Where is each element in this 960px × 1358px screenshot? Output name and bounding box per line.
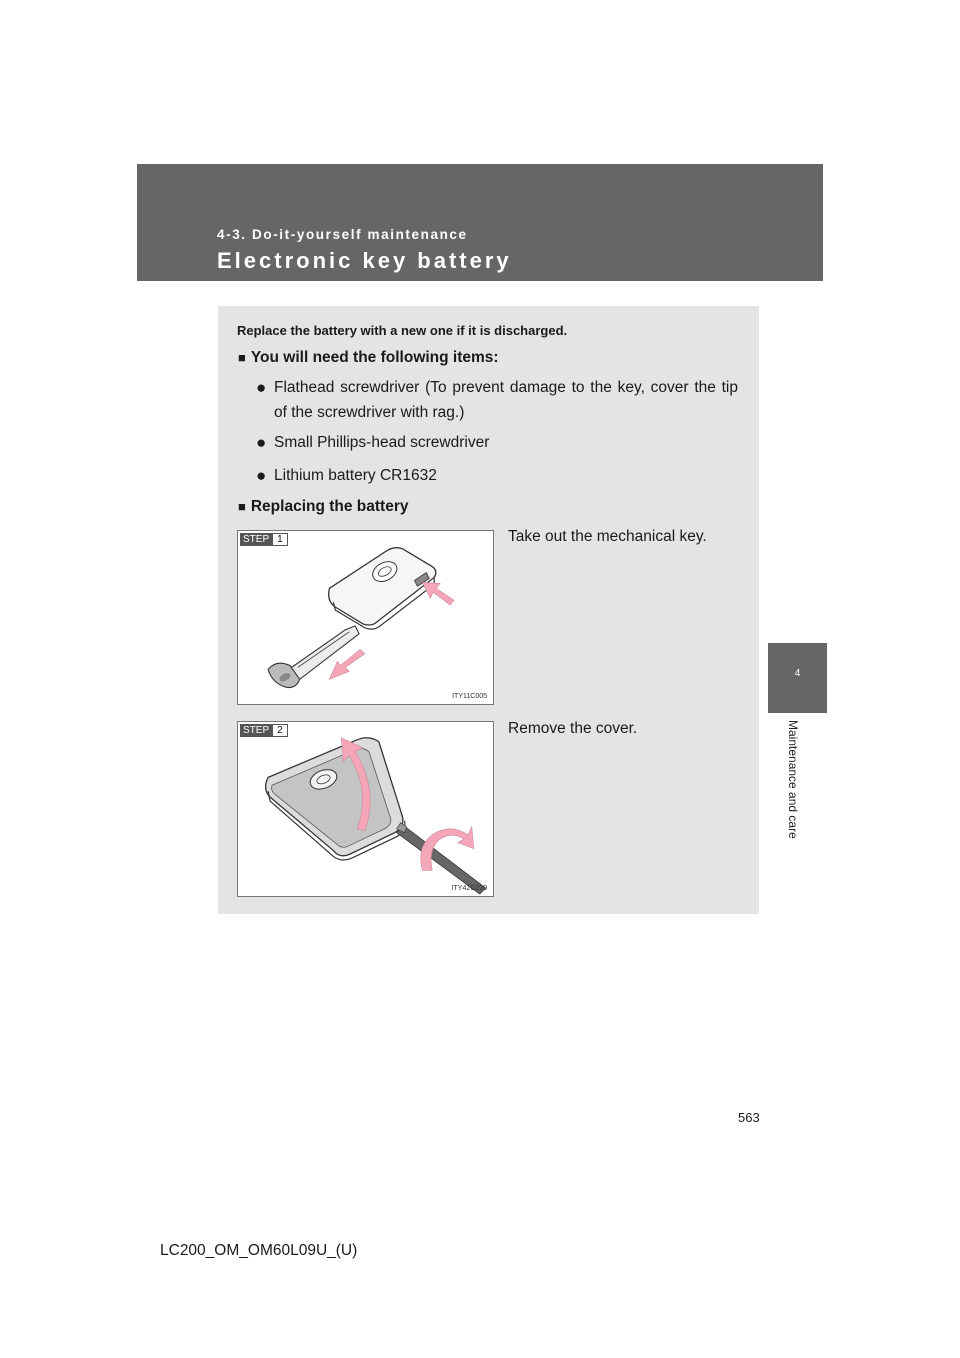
key-removal-drawing xyxy=(238,531,493,704)
step-1-text: Take out the mechanical key. xyxy=(508,528,707,545)
square-bullet-icon: ■ xyxy=(238,350,246,365)
pull-arrow-icon xyxy=(329,650,365,680)
bullet-icon: ● xyxy=(256,466,267,485)
mechanical-key-icon xyxy=(268,626,359,688)
list-item xyxy=(256,463,738,488)
bullet-icon: ● xyxy=(256,378,267,397)
step-2-illustration xyxy=(237,721,494,897)
key-fob-icon xyxy=(266,738,405,860)
list-item-text: Small Phillips-head screwdriver xyxy=(274,434,490,451)
chapter-label: Maintenance and care xyxy=(786,720,800,839)
chapter-tab xyxy=(768,643,827,713)
bullet-icon: ● xyxy=(256,433,267,452)
step-badge-number: 1 xyxy=(272,533,288,546)
list-item xyxy=(256,375,738,425)
figure-code: ITY42C020 xyxy=(451,885,487,892)
step-badge xyxy=(240,533,288,546)
cover-removal-drawing xyxy=(238,722,493,896)
document-footer: LC200_OM_OM60L09U_(U) xyxy=(160,1242,358,1259)
replacing-heading xyxy=(238,498,408,516)
list-item-text: Lithium battery CR1632 xyxy=(274,467,437,484)
key-fob-icon xyxy=(329,548,436,629)
section-label: 4-3. Do-it-yourself maintenance xyxy=(217,227,468,242)
step-badge-number: 2 xyxy=(272,724,288,737)
push-arrow-icon xyxy=(422,582,454,605)
step-badge-label: STEP xyxy=(240,724,272,737)
step-2-text: Remove the cover. xyxy=(508,720,638,737)
square-bullet-icon: ■ xyxy=(238,499,246,514)
step-badge-label: STEP xyxy=(240,533,272,546)
list-item xyxy=(256,430,738,455)
step-badge xyxy=(240,724,288,737)
replacing-heading-text: Replacing the battery xyxy=(250,498,409,515)
step-1-illustration xyxy=(237,530,494,705)
list-item-text: Flathead screwdriver (To prevent damage to the key, cover the tip of the screwdriver with rag.) xyxy=(274,379,738,421)
page-number: 563 xyxy=(738,1110,760,1125)
figure-code: ITY11C005 xyxy=(452,693,487,700)
intro-text: Replace the battery with a new one if it is discharged. xyxy=(237,323,568,338)
items-heading xyxy=(238,349,499,367)
page-title: Electronic key battery xyxy=(217,248,512,273)
items-heading-text: You will need the following items: xyxy=(250,349,499,366)
chapter-number: 4 xyxy=(794,668,801,679)
